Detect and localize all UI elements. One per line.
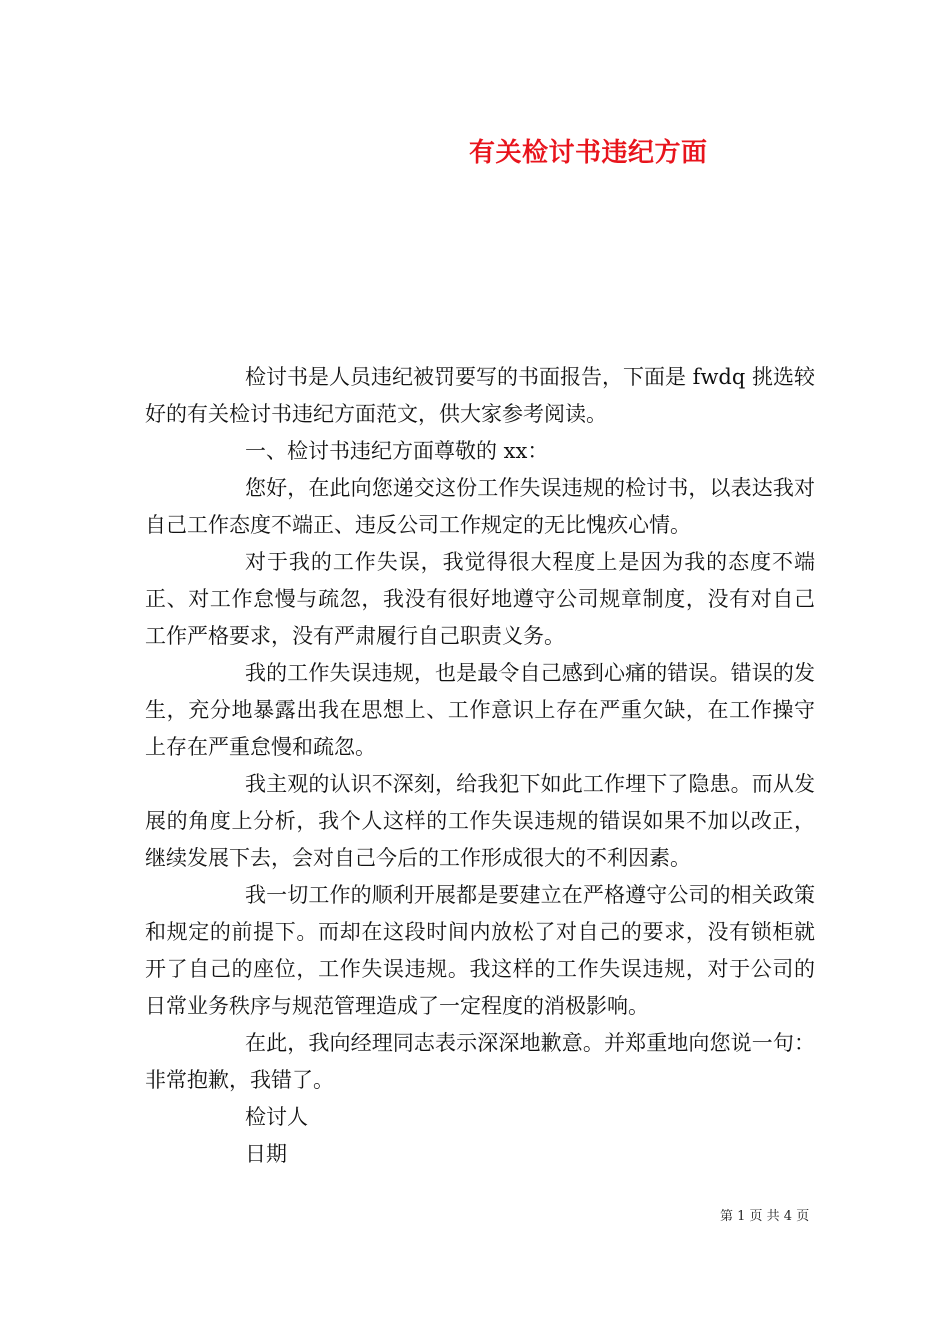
- paragraph-body: 我主观的认识不深刻，给我犯下如此工作埋下了隐患。而从发展的角度上分析，我个人这样的工作失误违规的错误如果不加以改正，继续发展下去，会对自己今后的工作形成很大的不利因素。: [145, 772, 815, 870]
- paragraph-apology: 在此，我向经理同志表示深深地歉意。并郑重地向您说一句：非常抱歉，我错了。: [145, 1031, 815, 1092]
- signature-label: 检讨人: [245, 1105, 308, 1129]
- paragraph-body: 我一切工作的顺利开展都是要建立在严格遵守公司的相关政策和规定的前提下。而却在这段时间内放松了对自己的要求，没有锁柜就开了自己的座位，工作失误违规。我这样的工作失误违规，对于公司的日常业务秩序与规范管理造成了一定程度的消极影响。: [145, 883, 815, 1018]
- paragraph-body: 我的工作失误违规，也是最令自己感到心痛的错误。错误的发生，充分地暴露出我在思想上、工作意识上存在严重欠缺，在工作操守上存在严重怠慢和疏忽。: [145, 661, 815, 759]
- document-title: 有关检讨书违纪方面: [469, 138, 708, 168]
- paragraph-body: 对于我的工作失误，我觉得很大程度上是因为我的态度不端正、对工作怠慢与疏忽，我没有很好地遵守公司规章制度，没有对自己工作严格要求，没有严肃履行自己职责义务。: [145, 550, 815, 648]
- page-number: 第 1 页 共 4 页: [720, 1209, 810, 1224]
- paragraph-greeting: 您好，在此向您递交这份工作失误违规的检讨书，以表达我对自己工作态度不端正、违反公司工作规定的无比愧疚心情。: [145, 476, 815, 537]
- date-label: 日期: [245, 1142, 287, 1166]
- paragraph-intro: 检讨书是人员违纪被罚要写的书面报告，下面是 fwdq 挑选较好的有关检讨书违纪方面范文，供大家参考阅读。: [145, 365, 815, 426]
- paragraph-heading: 一、检讨书违纪方面尊敬的 xx：: [245, 439, 549, 463]
- document-body: [145, 359, 815, 1173]
